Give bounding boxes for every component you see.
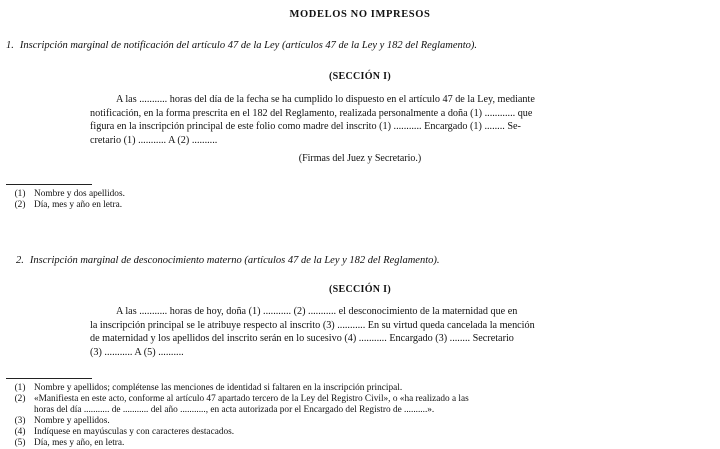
footnote-text: Indíquese en mayúsculas y con caracteres destacados. xyxy=(34,427,235,437)
footnote xyxy=(6,438,469,449)
footnote-mark: (2) xyxy=(14,394,26,404)
item1-footnotes xyxy=(6,189,125,211)
item2-body xyxy=(90,305,710,359)
item1-number: 1. xyxy=(6,40,14,51)
footnote-mark: (4) xyxy=(14,427,26,437)
footnote-text: Día, mes y año en letra. xyxy=(34,200,123,210)
footnote-mark: (1) xyxy=(14,383,26,393)
footnote xyxy=(6,405,469,416)
item1-section-label: (SECCIÓN I) xyxy=(329,71,391,82)
item2-section-label: (SECCIÓN I) xyxy=(329,284,391,295)
item1-line: notificación, en la forma prescrita en el 182 del Reglamento, realizada personalmente a doña (1) ............ que xyxy=(90,107,533,119)
item1-footnote-rule xyxy=(6,184,92,185)
footnote xyxy=(6,200,125,211)
item2-line: de maternidad y los apellidos del inscrito serán en lo sucesivo (4) ........... Encargado (3) ........ Secretario xyxy=(90,333,514,345)
footnote xyxy=(6,383,469,394)
item1-heading xyxy=(6,40,477,51)
item1-body xyxy=(90,93,710,147)
item2-line: (3) ........... A (5) .......... xyxy=(90,346,184,358)
item1-line: A las ........... horas del día de la fecha se ha cumplido lo dispuesto en el artículo 47 de la Ley, mediante xyxy=(116,94,535,105)
footnote-mark: (5) xyxy=(14,438,26,448)
item2-number: 2. xyxy=(16,255,24,266)
item2-heading-text: Inscripción marginal de desconocimiento materno (artículos 47 de la Ley y 182 del Reglamento). xyxy=(29,255,440,266)
document-title: MODELOS NO IMPRESOS xyxy=(289,9,431,20)
footnote-text: Nombre y apellidos. xyxy=(34,416,110,426)
item1-signatures: (Firmas del Juez y Secretario.) xyxy=(298,153,422,164)
footnote xyxy=(6,416,469,427)
item2-line: A las ........... horas de hoy, doña (1) ........... (2) ........... el desconocimiento de la maternidad que en xyxy=(116,306,518,317)
footnote xyxy=(6,189,125,200)
footnote-mark: (3) xyxy=(14,416,26,426)
item1-heading-text: Inscripción marginal de notificación del artículo 47 de la Ley (artículos 47 de la Ley y 182 del Reglamento). xyxy=(19,40,478,51)
footnote-text: Día, mes y año, en letra. xyxy=(34,438,125,448)
footnote xyxy=(6,427,469,438)
footnote-text: Nombre y apellidos; complétense las menciones de identidad si faltaren en la inscripción principal. xyxy=(34,383,403,393)
item2-heading xyxy=(16,255,440,266)
footnote-text: «Manifiesta en este acto, conforme al artículo 47 apartado tercero de la Ley del Registro Civil», o «ha realizado a las xyxy=(34,394,469,404)
footnote-text: horas del día ........... de ........... del año ..........., en acta autorizada por el Encargado del Registro de ..........». xyxy=(34,405,435,415)
footnote-text: Nombre y dos apellidos. xyxy=(34,189,125,199)
item2-line: la inscripción principal se le atribuye respecto al inscrito (3) ........... En su virtud queda cancelada la mención xyxy=(90,319,535,331)
item1-line: figura en la inscripción principal de este folio como madre del inscrito (1) ........... Encargado (1) ........ Se- xyxy=(90,121,521,133)
footnote-mark: (1) xyxy=(14,189,26,199)
item1-line: cretario (1) ........... A (2) .......... xyxy=(90,134,218,146)
item2-footnote-rule xyxy=(6,378,92,379)
footnote xyxy=(6,394,469,405)
item2-footnotes xyxy=(6,383,469,449)
footnote-mark: (2) xyxy=(14,200,26,210)
